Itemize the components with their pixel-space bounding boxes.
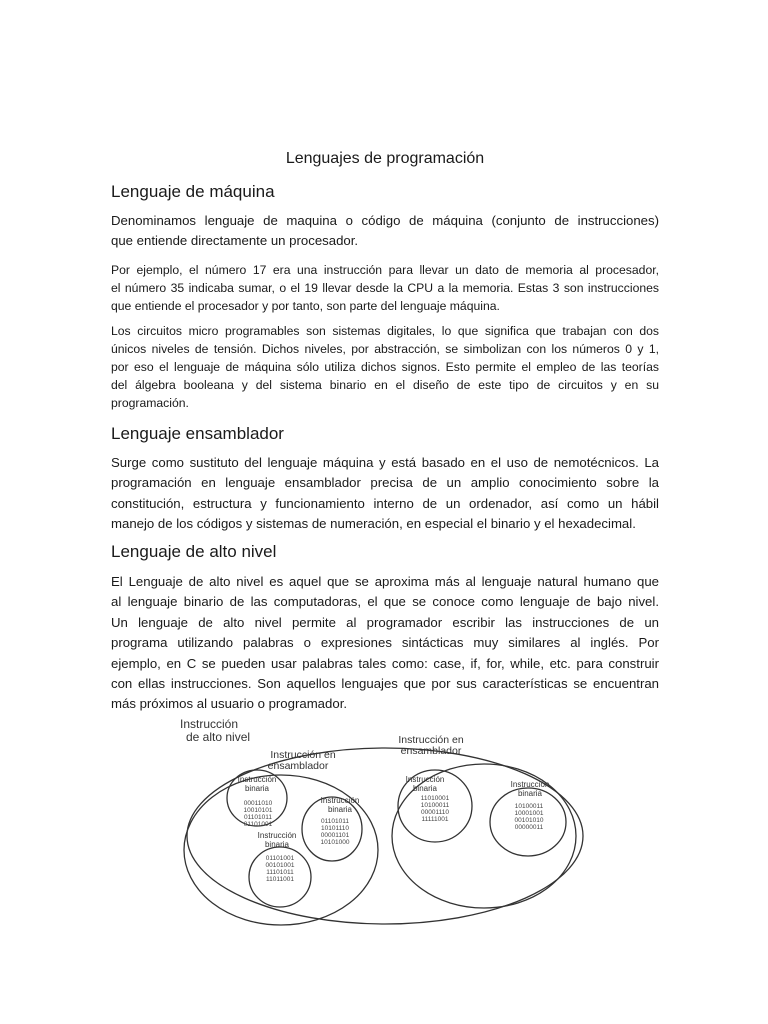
heading-lenguaje-maquina: Lenguaje de máquina [111,182,275,201]
binary-label: binaria [517,789,543,798]
text-line: por eso el lenguaje de máquina sólo utiliza dichos signos. Esto permite el empleo de las teorías [111,360,659,374]
binary-code: 10101110 [321,825,349,832]
binary-label: Instrucción [405,775,445,784]
text-line: que entiende directamente un procesador. [111,233,359,249]
left-asm-label-line2: ensamblador [267,760,329,772]
binary-code: 01101001 [265,855,295,862]
binary-label: binaria [264,840,290,849]
binary-code: 11111001 [421,816,449,823]
document-title: Lenguajes de programación [285,150,485,167]
binary-code: 01101011 [321,818,349,825]
text-line: manejo de los códigos y sistemas de numeración, en especial el binario y el hexadecimal. [111,516,636,532]
binary-code: 10001001 [514,810,544,817]
outer-label-line2: de alto nivel [186,730,251,744]
binary-label: Instrucción [257,831,297,840]
binary-code: 00011010 [243,800,273,807]
binary-code: 01101011 [244,814,272,821]
paragraph [111,322,659,412]
paragraph [111,211,659,252]
text-line: con ellas instrucciones. Son aquellos lenguajes que por sus características se encuentran [111,676,659,692]
binary-code: 00101010 [514,817,544,824]
binary-code: 10100011 [420,802,450,809]
text-line: Denominamos lenguaje de maquina o código de máquina (conjunto de instrucciones) [111,213,659,228]
binary-code: 10100011 [514,803,544,810]
binary-label: binaria [327,805,353,814]
text-line: más próximos al usuario o programador. [111,696,348,712]
heading-lenguaje-ensamblador: Lenguaje ensamblador [111,424,284,443]
text-line: el número 35 indicaba sumar, o el 19 llevar desde la CPU a la memoria. Estas 3 son instrucciones [111,281,659,295]
binary-code: 11010001 [420,795,450,802]
text-line: constitución, estructura y funcionamiento interno de un ordenador, así como un hábil [111,495,659,511]
text-line: El Lenguaje de alto nivel es aquel que se aproxima más al lenguaje natural humano que [111,574,659,589]
right-asm-label-line2: ensamblador [400,745,462,757]
binary-code: 11011001 [266,876,294,883]
binary-code: 11101011 [266,869,294,876]
diagram-svg [180,714,590,929]
text-line: al lenguaje binario de las computadoras, el que se conoce como lenguaje de bajo nivel. [111,594,659,610]
text-line: programa utilizando palabras o expresiones sintácticas muy similares al inglés. Por [111,635,659,651]
heading-lenguaje-alto-nivel: Lenguaje de alto nivel [111,542,277,561]
text-line: que entiende el procesador y por tanto, son parte del lenguaje máquina. [111,299,500,313]
text-line: ejemplo, en C se pueden usar palabras tales como: case, if, for, while, etc. para construir [111,655,659,671]
text-line: programación. [111,396,189,410]
text-line: Un lenguaje de alto nivel permite al programador escribir las instrucciones de un [111,614,659,630]
text-line: Surge como sustituto del lenguaje máquina y está basado en el uso de nemotécnicos. La [111,455,659,470]
binary-label: Instrucción [237,775,277,784]
text-line: Los circuitos micro programables son sistemas digitales, lo que significa que trabajan con dos [111,324,659,338]
text-line: únicos niveles de tensión. Dichos niveles, por abstracción, se simbolizan con los números 0 y 1, [111,342,659,356]
binary-label: Instrucción [320,796,360,805]
left-asm-label-line1: Instrucción en [270,749,336,761]
outer-label-line1: Instrucción [180,717,239,731]
binary-code: 00001110 [421,809,449,816]
binary-code: 00001101 [320,832,350,839]
binary-label: binaria [412,784,438,793]
right-asm-label-line1: Instrucción en [398,734,464,746]
text-line: del álgebra booleana y del sistema binario en el diseño de este tipo de circuitos y en su [111,378,659,392]
binary-code: 00000011 [514,824,544,831]
instruction-levels-diagram [180,714,590,929]
text-line: programación en lenguaje ensamblador precisa de un amplio conocimiento sobre la [111,475,659,491]
text-line: Por ejemplo, el número 17 era una instrucción para llevar un dato de memoria al procesador, [111,263,659,277]
binary-label: Instrucción [510,780,550,789]
binary-label: binaria [244,784,270,793]
binary-code: 01101001 [243,821,273,828]
binary-code: 10010101 [243,807,273,814]
binary-code: 10101000 [320,839,350,846]
paragraph [111,261,659,315]
binary-code: 00101001 [265,862,295,869]
paragraph [111,453,659,535]
paragraph [111,572,659,715]
